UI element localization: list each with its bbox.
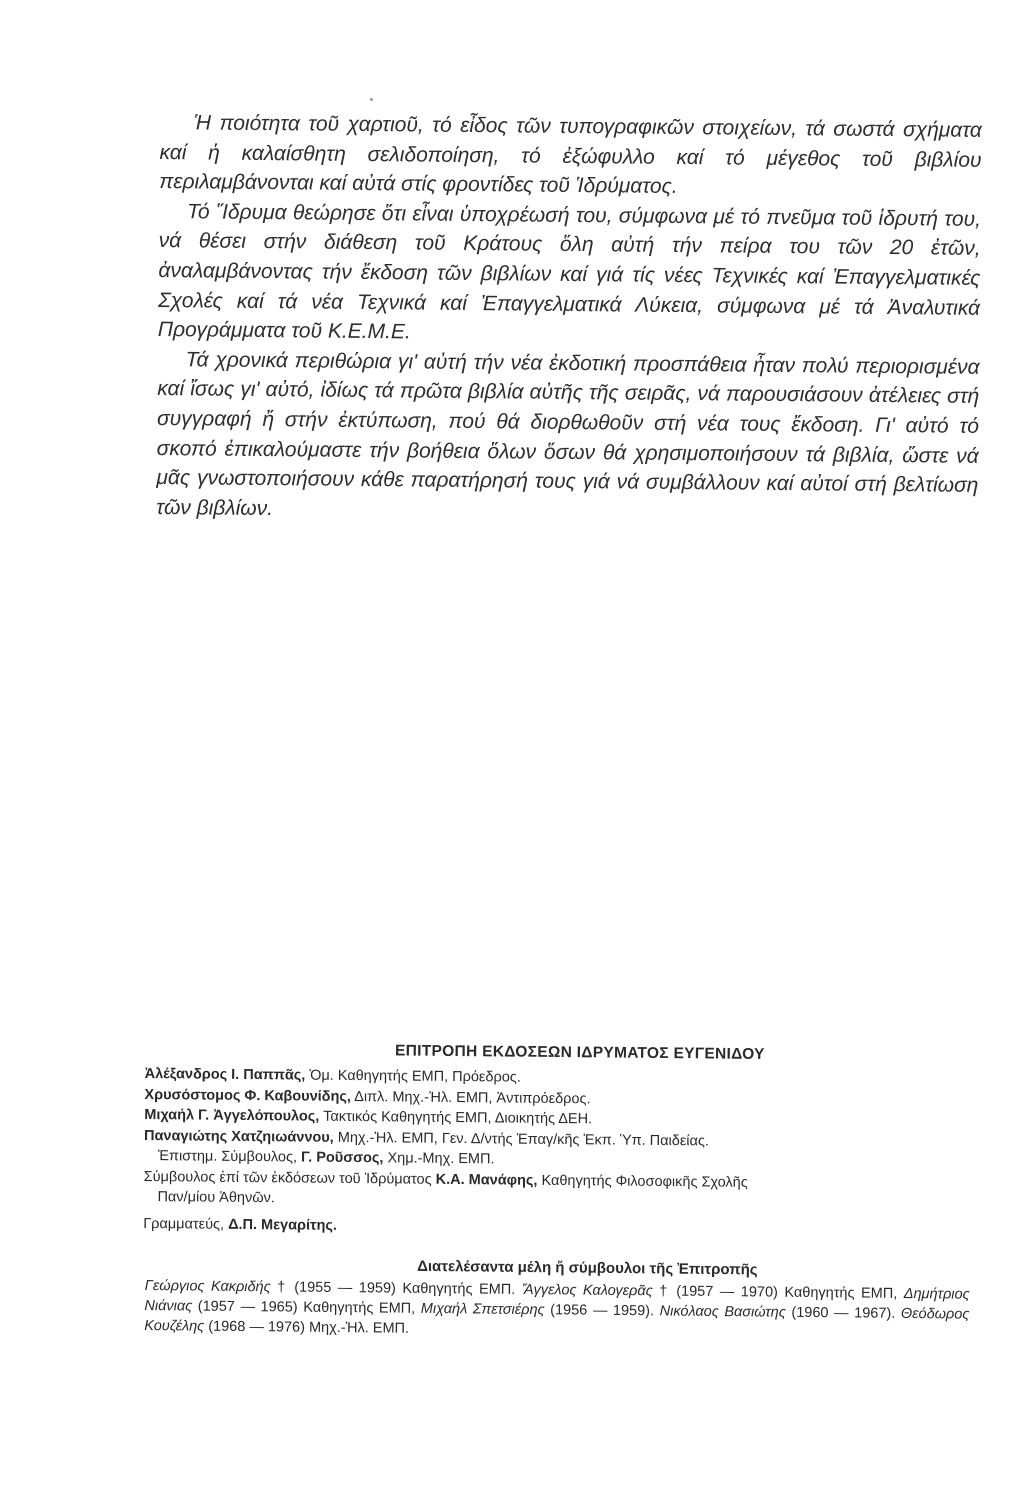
former-member-name: Ἄγγελος Καλογερᾶς — [521, 1281, 653, 1300]
member-role: Τακτικός Καθηγητής ΕΜΠ, Διοικητής ΔΕΗ. — [319, 1108, 593, 1128]
former-members-section — [144, 1255, 970, 1345]
committee-section — [143, 1040, 975, 1242]
former-members-list — [144, 1276, 970, 1345]
editorial-role: Καθηγητής Φιλοσοφικῆς Σχολῆς — [537, 1172, 748, 1191]
secretary-name: Δ.Π. Μεγαρίτης. — [228, 1216, 338, 1234]
preface-paragraph: Τά χρονικά περιθώρια γι' αὐτή τήν νέα ἐκδοτική προσπάθεια ἦταν πολύ περιορισμένα καί ἴσως γι' αὐτό, ἰδίως τά πρῶτα βιβλία αὐτῆς τῆς σειρᾶς, νά παρουσιάσουν ἀτέλειες στή συγγραφή ἤ στήν ἐκτύπωση, πού θά διορθωθοῦν στή νέα τους ἔκδοση. Γι' αὐτό τό σκοπό ἐπικαλούμαστε τήν βοήθεια ὅλων ὅσων θά χρησιμοποιήσουν τά βιβλία, ὥστε νά μᾶς γνωστοποιήσουν κάθε παρατήρησή τους γιά νά συμβάλλουν καί αὐτοί στή βελτίωση τῶν βιβλίων. — [156, 348, 980, 520]
former-member-name: Μιχαήλ Σπετσιέρης — [420, 1300, 545, 1319]
member-role: Διπλ. Μηχ.-Ἠλ. ΕΜΠ, Ἀντιπρόεδρος. — [350, 1088, 591, 1107]
member-role: Ὁμ. Καθηγητής ΕΜΠ, Πρόεδρος. — [305, 1067, 521, 1086]
member-name: Παναγιώτης Χατζηιωάννου, — [144, 1127, 334, 1146]
former-member-name: Νικόλαος Βασιώτης — [659, 1303, 786, 1321]
member-name: Ἀλέξανδρος Ι. Παππᾶς, — [144, 1065, 306, 1084]
secretary — [143, 1213, 973, 1241]
member-name: Χρυσόστομος Φ. Καβουνίδης, — [144, 1086, 352, 1105]
former-member-detail: (1957 — 1965) Καθηγητής ΕΜΠ, — [192, 1298, 421, 1317]
member-name: Μιχαήλ Γ. Ἀγγελόπουλος, — [144, 1106, 320, 1125]
former-member-detail: † (1957 — 1970) Καθηγητής ΕΜΠ, — [652, 1283, 904, 1302]
former-member-detail: (1968 — 1976) Μηχ.-Ἠλ. ΕΜΠ. — [204, 1318, 410, 1337]
former-member-name: Δημήτριος Νιάνιας — [144, 1285, 970, 1315]
former-member-name: Γεώργιος Κακριδής — [144, 1277, 271, 1296]
secretary-prefix: Γραμματεύς, — [143, 1215, 225, 1233]
former-members-title: Διατελέσαντα μέλη ἤ σύμβουλοι τῆς Ἐπιτροπῆς — [417, 1257, 758, 1279]
preface-paragraph: Ἡ ποιότητα τοῦ χαρτιοῦ, τό εἶδος τῶν τυπογραφικῶν στοιχείων, τά σωστά σχήματα καί ἡ καλαίσθητη σελιδοποίηση, τό ἐξώφυλλο καί τό μέγεθος τοῦ βιβλίου περιλαμβάνονται καί αὐτά στίς φροντίδες τοῦ Ἱδρύματος. — [159, 111, 982, 199]
stray-dot — [370, 98, 373, 101]
preface-text — [156, 108, 982, 530]
advisor-name: Γ. Ροῦσσος, — [301, 1149, 384, 1167]
former-member-detail: † (1955 — 1959) Καθηγητής ΕΜΠ. — [270, 1279, 522, 1298]
advisor-prefix: Ἐπιστημ. Σύμβουλος, — [157, 1148, 298, 1166]
committee-title: ΕΠΙΤΡΟΠΗ ΕΚΔΟΣΕΩΝ ΙΔΡΥΜΑΤΟΣ ΕΥΓΕΝΙΔΟΥ — [394, 1042, 765, 1063]
former-member-name: Θεόδωρος Κουζέλης — [144, 1305, 970, 1335]
member-role: Μηχ.-Ἠλ. ΕΜΠ, Γεν. Δ/ντής Ἐπαγ/κῆς Ἐκπ. Ὑπ. Παιδείας. — [333, 1129, 710, 1149]
former-member-detail: (1960 — 1967). — [785, 1304, 901, 1322]
editorial-role-continued: Παν/μίου Ἀθηνῶν. — [157, 1189, 275, 1207]
editorial-prefix: Σύμβουλος ἐπί τῶν ἐκδόσεων τοῦ Ἱδρύματος — [143, 1168, 432, 1188]
editorial-name: Κ.Α. Μανάφης, — [435, 1171, 538, 1189]
preface-paragraph: Τό Ἵδρυμα θεώρησε ὅτι εἶναι ὑποχρέωσή του, σύμφωνα μέ τό πνεῦμα τοῦ ἱδρυτή του, νά θέσει στήν διάθεση τοῦ Κράτους ὅλη αὐτή τήν πείρα του τῶν 20 ἐτῶν, ἀναλαμβάνοντας τήν ἔκδοση τῶν βιβλίων καί γιά τίς νέες Τεχνικές καί Ἐπαγγελματικές Σχολές καί τά νέα Τεχνικά καί Ἐπαγγελματικά Λύκεια, σύμφωνα μέ τά Ἀναλυτικά Προγράμματα τοῦ Κ.Ε.Μ.Ε. — [157, 200, 982, 344]
former-member-detail: (1956 — 1959). — [544, 1302, 660, 1320]
advisor-role: Χημ.-Μηχ. ΕΜΠ. — [383, 1150, 495, 1168]
